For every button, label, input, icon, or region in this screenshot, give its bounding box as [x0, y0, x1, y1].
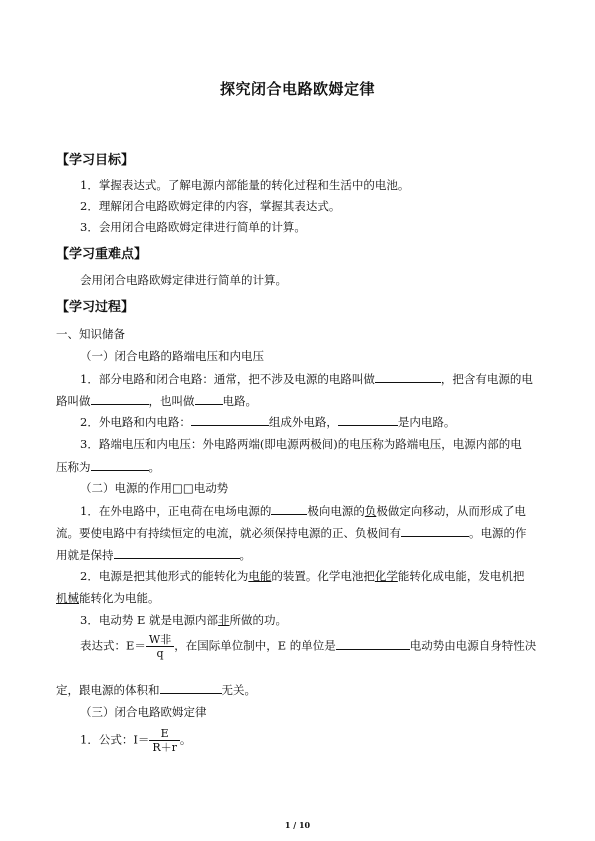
item1-line2: [56, 393, 257, 409]
fill-blank[interactable]: [375, 371, 441, 383]
formula-line: [80, 727, 191, 754]
para2-mechanical: 机械: [56, 591, 79, 605]
goal-item-1: 1．掌握表达式。了解电源内部能量的转化过程和生活中的电池。: [80, 178, 410, 192]
para1-line1: [80, 503, 526, 519]
fill-blank[interactable]: [160, 682, 222, 694]
para2-chemical: 化学: [374, 569, 398, 583]
expr-text-d: 无关。: [221, 683, 256, 697]
para2-text-a: 2．电源是把其他形式的能转化为: [80, 569, 249, 583]
item3-line1: 3．路端电压和内电压：外电路两端(即电源两极间)的电压称为路端电压，电源内部的电: [80, 437, 522, 451]
sub2-heading: （二）电源的作用□□电动势: [80, 481, 229, 495]
para1-text-g: 。: [239, 548, 251, 562]
para2-text-b: 的装置。化学电池把: [271, 569, 375, 583]
ohm-fraction: [149, 727, 180, 754]
ohm-denominator: R＋r: [152, 741, 177, 754]
para2-line2: [56, 591, 160, 606]
item3-text-b: 压称为: [56, 460, 91, 474]
fill-blank[interactable]: [91, 393, 149, 405]
expr-label: 表达式：E＝: [80, 638, 146, 653]
para3-text-b: 所做的功。: [229, 613, 288, 627]
para2-text-c: 能转化成电能，发电机把: [397, 569, 525, 583]
emf-fraction: [146, 633, 174, 660]
fill-blank[interactable]: [195, 393, 223, 405]
item2-text-b: 组成外电路，: [268, 415, 338, 429]
para1-negative: 负: [364, 504, 377, 518]
item1-text-b: ，把含有电源的电: [440, 372, 533, 386]
item2-line: [80, 414, 455, 430]
difficulty-text: 会用闭合电路欧姆定律进行简单的计算。: [80, 273, 287, 287]
sub1-heading: （一）闭合电路的路端电压和内电压: [80, 349, 264, 363]
fill-blank[interactable]: [336, 638, 410, 650]
expression-line: [80, 633, 536, 660]
para1-line2: [56, 525, 527, 541]
goal-item-3: 3．会用闭合电路欧姆定律进行简单的计算。: [80, 220, 306, 234]
para1-text-f: 用就是保持: [56, 548, 114, 562]
item3-line2: [56, 459, 160, 475]
para1-line3: [56, 547, 251, 563]
para1-text-e: 。电源的作: [469, 526, 527, 540]
para2-line1: [80, 569, 524, 584]
para3-text-a: 3．电动势 E 就是电源内部: [80, 613, 219, 627]
fill-blank[interactable]: [114, 547, 240, 559]
item2-text-a: 2．外电路和内电路：: [80, 415, 191, 429]
fill-blank[interactable]: [271, 503, 307, 515]
goals-heading: 【学习目标】: [56, 153, 135, 168]
emf-denominator: q: [156, 647, 164, 660]
item1-text-e: 电路。: [222, 394, 257, 408]
fill-blank[interactable]: [401, 525, 469, 537]
fill-blank[interactable]: [338, 414, 398, 426]
part1-heading: 一、知识储备: [56, 327, 125, 341]
ohm-numerator: E: [149, 727, 180, 741]
para1-text-c: 极做定向移动，从而形成了电: [376, 504, 526, 518]
item1-text-c: 路叫做: [56, 394, 91, 408]
item3-text-c: 。: [148, 460, 160, 474]
para1-text-a: 1．在外电路中，正电荷在电场电源的: [80, 504, 272, 518]
expr-text-c: 定，跟电源的体积和: [56, 683, 160, 697]
process-heading: 【学习过程】: [56, 300, 135, 315]
item1-text-a: 1．部分电路和闭合电路：通常，把不涉及电源的电路叫做: [80, 372, 375, 386]
difficulty-heading: 【学习重难点】: [56, 247, 148, 262]
formula-label: 1．公式：I＝: [80, 732, 150, 747]
para3-nonelectric: 非: [218, 613, 230, 627]
sub3-heading: （三）闭合电路欧姆定律: [80, 705, 207, 719]
expression-line2: [56, 682, 256, 698]
para2-electric: 电能: [248, 569, 272, 583]
page-number: 1 / 10: [284, 820, 311, 830]
expr-text-a: ，在国际单位制中，E 的单位是: [174, 638, 336, 653]
page-title: 探究闭合电路欧姆定律: [219, 80, 375, 98]
emf-numerator: W非: [146, 633, 174, 647]
fill-blank[interactable]: [191, 414, 269, 426]
para3-line: [80, 613, 287, 628]
para2-text-d: 能转化为电能。: [79, 591, 160, 605]
item1-line1: [80, 371, 533, 387]
para1-text-d: 流。要使电路中有持续恒定的电流，就必须保持电源的正、负极间有: [56, 526, 401, 540]
item1-text-d: ，也叫做: [148, 394, 195, 408]
expr-text-b: 电动势由电源自身特性决: [409, 638, 537, 653]
goal-item-2: 2．理解闭合电路欧姆定律的内容，掌握其表达式。: [80, 199, 341, 213]
item2-text-c: 是内电路。: [397, 415, 456, 429]
formula-end: 。: [179, 732, 192, 747]
para1-text-b: 极向电源的: [307, 504, 365, 518]
fill-blank[interactable]: [91, 459, 149, 471]
